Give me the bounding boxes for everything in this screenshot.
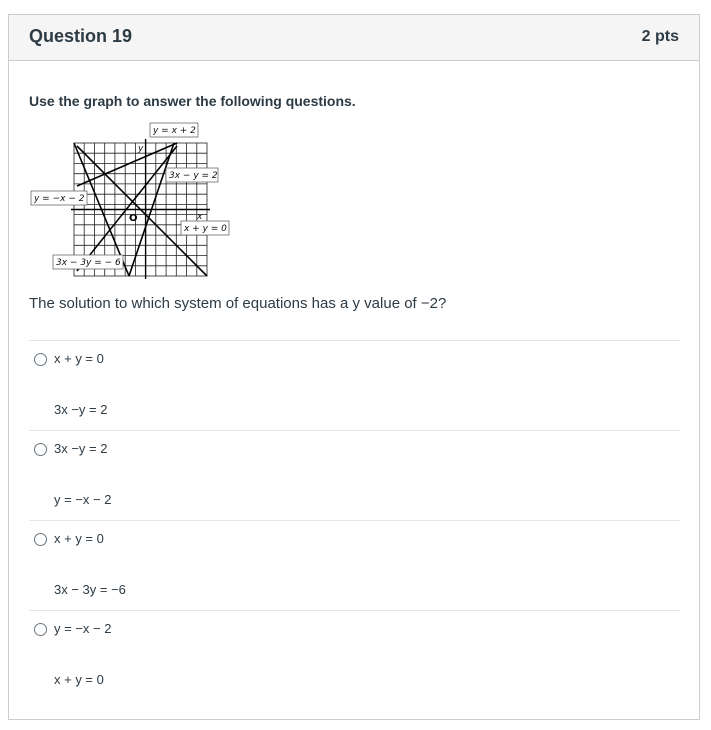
radio-button[interactable]	[34, 443, 47, 456]
answer-list	[29, 340, 680, 700]
answer-line-1: 3x −y = 2	[54, 441, 108, 456]
answer-line-1: x + y = 0	[54, 531, 104, 546]
answer-option-3[interactable]	[29, 520, 680, 610]
instructions-text: Use the graph to answer the following questions.	[29, 93, 356, 109]
label-x-plus-y-eq-0: x + y = 0	[184, 224, 227, 234]
answer-option-2[interactable]	[29, 430, 680, 520]
question-title: Question 19	[29, 26, 133, 46]
question-text: The solution to which system of equations has a y value of −2?	[29, 295, 447, 312]
label-3x-minus-3y-eq-neg-6: 3x − 3y = − 6	[56, 258, 121, 268]
radio-button[interactable]	[34, 623, 47, 636]
radio-button[interactable]	[34, 533, 47, 546]
axis-x-label: x	[197, 212, 203, 222]
origin-label: O	[129, 213, 138, 224]
label-y-eq-x-plus-2: y = x + 2	[153, 126, 196, 136]
answer-option-1[interactable]	[29, 340, 680, 430]
answer-option-4[interactable]	[29, 610, 680, 700]
radio-button[interactable]	[34, 353, 47, 366]
question-header	[9, 15, 699, 61]
label-y-eq-neg-x-minus-2: y = −x − 2	[34, 194, 85, 204]
answer-line-2: x + y = 0	[54, 672, 104, 687]
answer-line-1: x + y = 0	[54, 351, 104, 366]
answer-line-2: 3x − 3y = −6	[54, 582, 126, 597]
answer-line-2: 3x −y = 2	[54, 402, 108, 417]
axis-y-label: y	[138, 144, 144, 154]
answer-line-2: y = −x − 2	[54, 492, 112, 507]
coordinate-graph	[29, 121, 239, 281]
label-3x-minus-y-eq-2: 3x − y = 2	[169, 171, 218, 181]
question-points: 2 pts	[641, 28, 679, 45]
answer-line-1: y = −x − 2	[54, 621, 112, 636]
question-card	[8, 14, 700, 720]
